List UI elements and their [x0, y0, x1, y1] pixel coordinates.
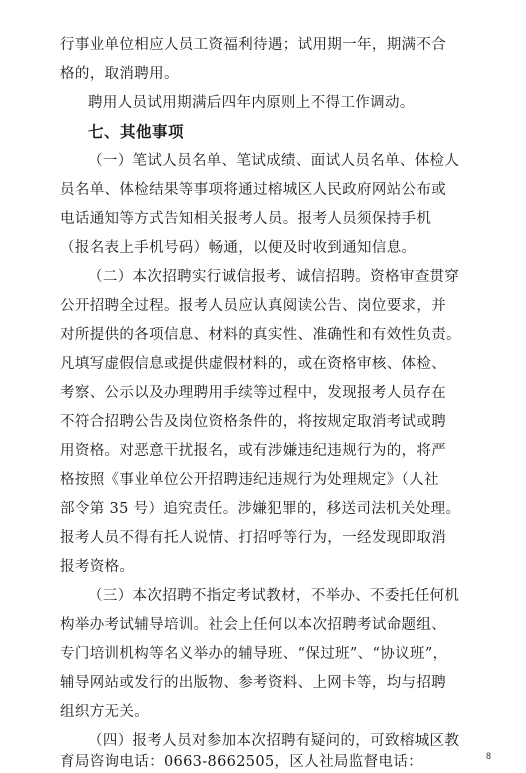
text-line: 公开招聘全过程。报考人员应认真阅读公告、岗位要求，并: [60, 298, 447, 314]
text-line: 用资格。对恶意干扰报名，或有涉嫌违纪违规行为的，将严: [60, 443, 447, 459]
text-line: 部令第 35 号）追究责任。涉嫌犯罪的，移送司法机关处理。: [60, 501, 461, 517]
text-line: 行事业单位相应人员工资福利待遇；试用期一年，期满不合: [60, 37, 447, 53]
text-line: （四）报考人员对参加本次招聘有疑问的，可致榕城区教: [88, 733, 460, 749]
text-line: 专门培训机构等名义举办的辅导班、“保过班”、“协议班”，: [60, 646, 448, 662]
text-line: （报名表上手机号码）畅通，以便及时收到通知信息。: [60, 240, 417, 256]
text-line: （一）笔试人员名单、笔试成绩、面试人员名单、体检人: [88, 153, 460, 169]
text-line: 员名单、体检结果等事项将通过榕城区人民政府网站公布或: [60, 182, 447, 198]
text-line: 组织方无关。: [60, 704, 150, 720]
text-line: 育局咨询电话：0663-8662505，区人社局监督电话：: [60, 754, 424, 770]
text-line: 电话通知等方式告知相关报考人员。报考人员须保持手机: [60, 211, 432, 227]
text-line: 格的，取消聘用。: [60, 66, 179, 82]
text-line: 报考资格。: [60, 559, 135, 575]
text-line: 对所提供的各项信息、材料的真实性、准确性和有效性负责。: [60, 327, 461, 343]
text-line: 不符合招聘公告及岗位资格条件的，将按规定取消考试或聘: [60, 414, 447, 430]
section-heading: 七、其他事项: [88, 123, 185, 141]
text-line: 凡填写虚假信息或提供虚假材料的，或在资格审核、体检、: [60, 356, 447, 372]
page-number: 8: [486, 751, 492, 761]
text-line: 辅导网站或发行的出版物、参考资料、上网卡等，均与招聘: [60, 675, 447, 691]
text-line: 考察、公示以及办理聘用手续等过程中，发现报考人员存在: [60, 385, 447, 401]
text-line: 构举办考试辅导培训。社会上任何以本次招聘考试命题组、: [60, 617, 447, 633]
text-line: 聘用人员试用期满后四年内原则上不得工作调动。: [88, 95, 415, 111]
text-line: 报考人员不得有托人说情、打招呼等行为，一经发现即取消: [60, 530, 447, 546]
text-line: 格按照《事业单位公开招聘违纪违规行为处理规定》（人社: [60, 472, 439, 488]
text-line: （三）本次招聘不指定考试教材，不举办、不委托任何机: [88, 588, 460, 604]
text-line: （二）本次招聘实行诚信报考、诚信招聘。资格审查贯穿: [88, 269, 460, 285]
